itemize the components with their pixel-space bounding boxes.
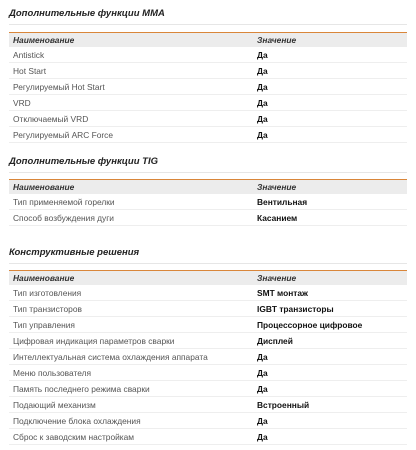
table-header-row [9, 180, 407, 195]
section-title-construction: Конструктивные решения [9, 247, 140, 258]
row-value: IGBT транзисторы [253, 301, 407, 317]
row-value: Касанием [253, 210, 407, 226]
row-value: Да [253, 349, 407, 365]
column-header-value: Значение [253, 33, 407, 48]
table-row [9, 397, 407, 413]
table-row [9, 285, 407, 301]
row-name: Hot Start [9, 63, 253, 79]
row-value: Дисплей [253, 333, 407, 349]
table-row [9, 333, 407, 349]
row-name: Интеллектуальная система охлаждения аппарата [9, 349, 253, 365]
row-name: Тип транзисторов [9, 301, 253, 317]
row-name: Подающий механизм [9, 397, 253, 413]
row-name: Цифровая индикация параметров сварки [9, 333, 253, 349]
table-header-row [9, 33, 407, 48]
row-name: VRD [9, 95, 253, 111]
row-value: Встроенный [253, 397, 407, 413]
section-tig [9, 154, 407, 226]
row-name: Сброс к заводским настройкам [9, 429, 253, 445]
section-title-tig: Дополнительные функции TIG [9, 156, 158, 167]
row-name: Память последнего режима сварки [9, 381, 253, 397]
table-row [9, 79, 407, 95]
table-header-row [9, 271, 407, 286]
divider [9, 172, 407, 173]
table-row [9, 413, 407, 429]
row-name: Тип изготовления [9, 285, 253, 301]
table-row [9, 365, 407, 381]
spec-table-tig [9, 179, 407, 226]
row-value: Да [253, 381, 407, 397]
table-row [9, 127, 407, 143]
spec-table-construction [9, 270, 407, 445]
section-construction [9, 245, 407, 445]
section-mma [9, 6, 407, 143]
column-header-value: Значение [253, 180, 407, 195]
row-value: Да [253, 63, 407, 79]
column-header-name: Наименование [9, 180, 253, 195]
row-value: Да [253, 365, 407, 381]
row-value: Да [253, 127, 407, 143]
row-name: Способ возбуждения дуги [9, 210, 253, 226]
table-row [9, 47, 407, 63]
table-row [9, 194, 407, 210]
column-header-name: Наименование [9, 33, 253, 48]
table-row [9, 210, 407, 226]
row-name: Регулируемый ARC Force [9, 127, 253, 143]
row-name: Меню пользователя [9, 365, 253, 381]
row-name: Тип управления [9, 317, 253, 333]
row-value: Да [253, 47, 407, 63]
row-value: SMT монтаж [253, 285, 407, 301]
row-name: Подключение блока охлаждения [9, 413, 253, 429]
column-header-name: Наименование [9, 271, 253, 286]
row-name: Antistick [9, 47, 253, 63]
table-row [9, 349, 407, 365]
table-row [9, 429, 407, 445]
table-row [9, 381, 407, 397]
row-value: Да [253, 413, 407, 429]
row-value: Да [253, 79, 407, 95]
row-name: Регулируемый Hot Start [9, 79, 253, 95]
column-header-value: Значение [253, 271, 407, 286]
row-name: Тип применяемой горелки [9, 194, 253, 210]
row-value: Да [253, 429, 407, 445]
table-row [9, 301, 407, 317]
row-value: Процессорное цифровое [253, 317, 407, 333]
row-value: Вентильная [253, 194, 407, 210]
table-row [9, 95, 407, 111]
divider [9, 263, 407, 264]
row-value: Да [253, 111, 407, 127]
table-row [9, 63, 407, 79]
table-row [9, 317, 407, 333]
spec-table-mma [9, 32, 407, 143]
row-name: Отключаемый VRD [9, 111, 253, 127]
table-row [9, 111, 407, 127]
section-title-mma: Дополнительные функции ММА [9, 8, 165, 19]
row-value: Да [253, 95, 407, 111]
divider [9, 24, 407, 25]
